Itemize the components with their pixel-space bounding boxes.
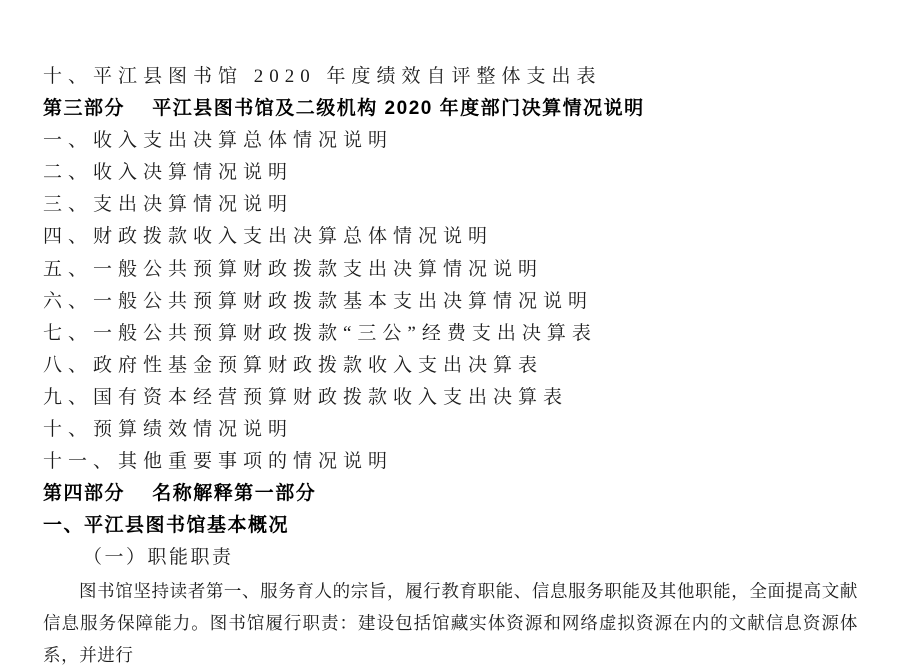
- toc-item: 十、预算绩效情况说明: [43, 419, 294, 441]
- toc-item: 四、财政拨款收入支出决算总体情况说明: [43, 226, 494, 248]
- section-heading-part4: 第四部分 名称解释第一部分: [43, 483, 317, 505]
- toc-item: 八、政府性基金预算财政拨款收入支出决算表: [43, 354, 544, 376]
- toc-item: 三、支出决算情况说明: [43, 194, 294, 216]
- subsection-item-duties: （一）职能职责: [83, 547, 234, 569]
- section-heading-part3: 第三部分 平江县图书馆及二级机构 2020 年度部门决算情况说明: [43, 98, 645, 120]
- toc-item: 九、国有资本经营预算财政拨款收入支出决算表: [43, 386, 569, 408]
- toc-item: 二、收入决算情况说明: [43, 162, 294, 184]
- toc-item: 六、一般公共预算财政拨款基本支出决算情况说明: [43, 290, 594, 312]
- toc-item: 一、收入支出决算总体情况说明: [43, 130, 394, 152]
- subsection-heading-overview: 一、平江县图书馆基本概况: [43, 515, 290, 537]
- body-paragraph: 图书馆坚持读者第一、服务育人的宗旨，履行教育职能、信息服务职能及其他职能，全面提高文献信息服务保障能力。图书馆履行职责：建设包括馆藏实体资源和网络虚拟资源在内的文献信息资源体系，并进行: [43, 580, 858, 665]
- toc-item: 十、平江县图书馆 2020 年度绩效自评整体支出表: [43, 66, 602, 87]
- toc-item: 七、一般公共预算财政拨款“三公”经费支出决算表: [43, 322, 597, 344]
- toc-item: 十一、其他重要事项的情况说明: [43, 451, 394, 473]
- toc-item: 五、一般公共预算财政拨款支出决算情况说明: [43, 258, 544, 280]
